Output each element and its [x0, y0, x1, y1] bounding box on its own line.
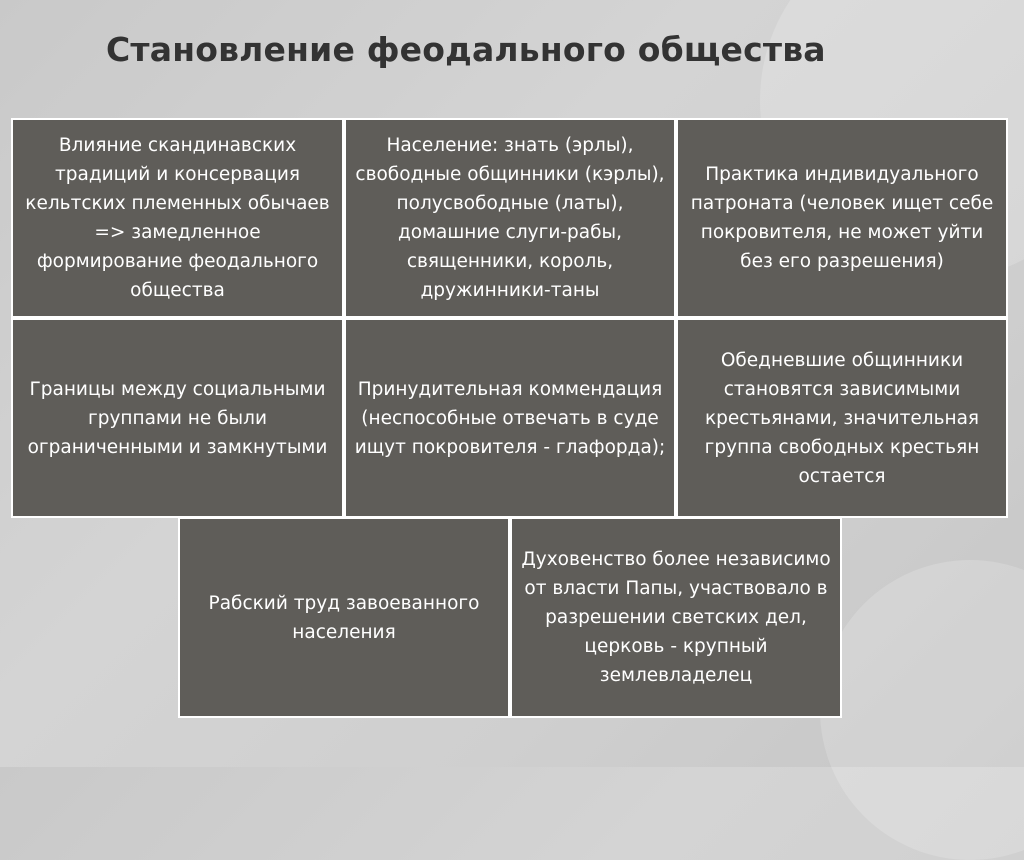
cell-text: Практика индивидуального патроната (человек ищет себе покровителя, не может уйти без его разрешения): [690, 164, 994, 272]
page-title: Становление феодального общества: [106, 30, 826, 69]
cell-text: Население: знать (эрлы), свободные общинники (кэрлы), полусвободные (латы), домашние слуги-рабы, священники, король, дружинники-таны: [355, 135, 665, 301]
cell-text: Рабский труд завоеванного населения: [208, 592, 480, 643]
cell-text: Принудительная коммендация (неспособные отвечать в суде ищут покровителя - глафорда);: [354, 378, 666, 458]
cell-forced-commendation: [344, 318, 676, 518]
background-decoration: [820, 560, 1024, 860]
cell-impoverished-peasants: [676, 318, 1008, 518]
cell-population: [344, 118, 676, 318]
cell-scandinavian-influence: [11, 118, 344, 318]
cell-slave-labor: [178, 517, 510, 718]
cell-text: Влияние скандинавских традиций и консервация кельтских племенных обычаев => замедленное формирование феодального общества: [25, 135, 330, 301]
cell-text: Духовенство более независимо от власти Папы, участвовало в разрешении светских дел, церковь - крупный землевладелец: [521, 549, 831, 686]
cell-social-boundaries: [11, 318, 344, 518]
cell-text: Границы между социальными группами не были ограниченными и замкнутыми: [27, 378, 328, 458]
cell-patronage-practice: [676, 118, 1008, 318]
cell-clergy: [510, 517, 842, 718]
cell-text: Обедневшие общинники становятся зависимыми крестьянами, значительная группа свободных крестьян остается: [704, 349, 980, 487]
